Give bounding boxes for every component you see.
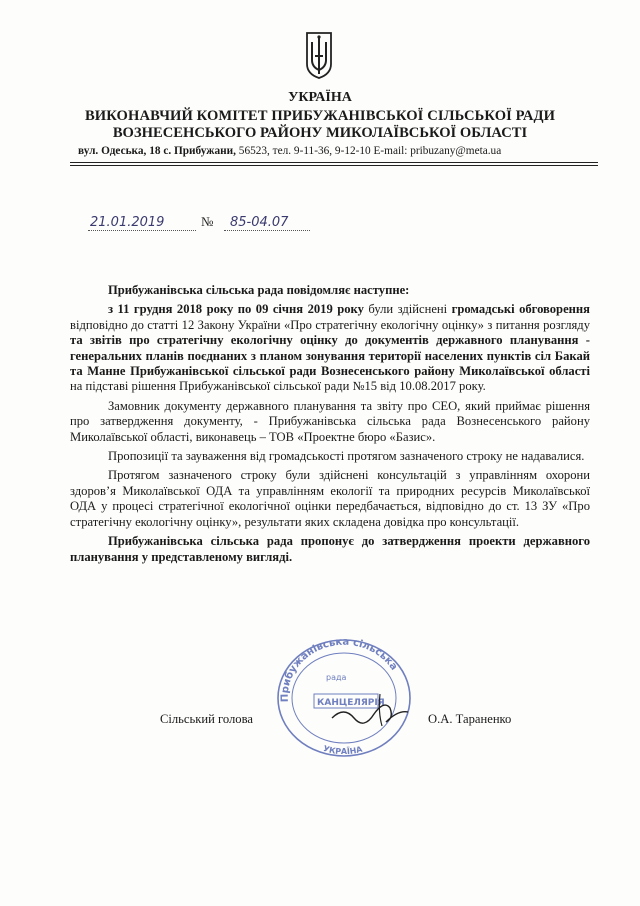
- paragraph-3: Пропозиції та зауваження від громадськості протягом зазначеного строку не надавалися.: [108, 449, 585, 464]
- date-dotted-line: [88, 230, 196, 231]
- number-sign: №: [201, 214, 214, 229]
- address-street: вул. Одеська, 18 с. Прибужани,: [78, 145, 236, 157]
- p1-dates: з 11 грудня 2018 року по 09 січня 2019 року: [108, 302, 364, 317]
- svg-text:рада: рада: [326, 673, 347, 682]
- paragraph-1: [70, 302, 590, 394]
- p1-text-b: відповідно до статті 12 Закону України «Про стратегічну екологічну оцінку» з питання розгляду: [70, 317, 590, 332]
- signatory-position: Сільський голова: [160, 712, 253, 726]
- svg-text:КАНЦЕЛЯРІЯ: КАНЦЕЛЯРІЯ: [317, 698, 385, 708]
- svg-text:УКРАЇНА: УКРАЇНА: [322, 743, 364, 757]
- p1-text-a: були здійснені: [363, 302, 452, 317]
- trident-coat-of-arms-icon: [304, 30, 334, 80]
- letter-body: [70, 283, 590, 565]
- registration-date: 21.01.2019: [90, 215, 165, 230]
- p1-public-hearings: громадські обговорення: [451, 302, 590, 317]
- country-title: УКРАЇНА: [288, 90, 352, 105]
- organization-line-2: ВОЗНЕСЕНСЬКОГО РАЙОНУ МИКОЛАЇВСЬКОЇ ОБЛАСТІ: [112, 125, 528, 141]
- svg-text:Прибужанівська сільська: Прибужанівська сільська: [279, 636, 400, 703]
- signatory-name: О.А. Тараненко: [428, 712, 512, 726]
- handwritten-signature-icon: [330, 688, 410, 728]
- p1-decision: на підставі рішення Прибужанівської сільської ради №15 від 10.08.2017 року.: [70, 379, 486, 394]
- address-contacts: 56523, тел. 9-11-36, 9-12-10 E-mail: pribuzany@meta.ua: [235, 145, 502, 157]
- paragraph-4: Протягом зазначеного строку були здійснені консультацій з управлінням охорони здоров’я Миколаївської ОДА та управлінням екології та природних ресурсів Миколаївської ОДА у процесі стратегічної екологічної оцінки передбачається, відповідно до ст. 13 ЗУ «Про стратегічну екологічну оцінку», результати яких складена довідка про консультації.: [70, 468, 590, 529]
- registration-number: 85-04.07: [230, 215, 289, 230]
- organization-line-1: ВИКОНАВЧИЙ КОМІТЕТ ПРИБУЖАНІВСЬКОЇ СІЛЬСЬКОЇ РАДИ: [84, 108, 556, 124]
- intro-paragraph: Прибужанівська сільська рада повідомляє наступне:: [108, 283, 410, 297]
- header-divider-2: [70, 165, 598, 166]
- paragraph-5: Прибужанівська сільська рада пропонує до затвердження проекти державного планування у представленому вигляді.: [70, 534, 590, 564]
- number-dotted-line: [224, 230, 310, 231]
- address-line: [78, 145, 598, 157]
- header-divider: [70, 162, 598, 163]
- paragraph-2: Замовник документу державного планування та звіту про СЕО, який приймає рішення про затвердження документу, - Прибужанівська сільська рада Вознесенського району Миколаївської області, виконавець – ТОВ «Проектне бюро «Базис».: [70, 398, 590, 444]
- p1-subject: та звітів про стратегічну екологічну оцінку до документів державного планування - генеральних планів поєднаних з планом зонування території населених пунктів сіл Бакай та Манне Прибужанівської сільської ради Вознесенського району Миколаївської області: [70, 333, 590, 379]
